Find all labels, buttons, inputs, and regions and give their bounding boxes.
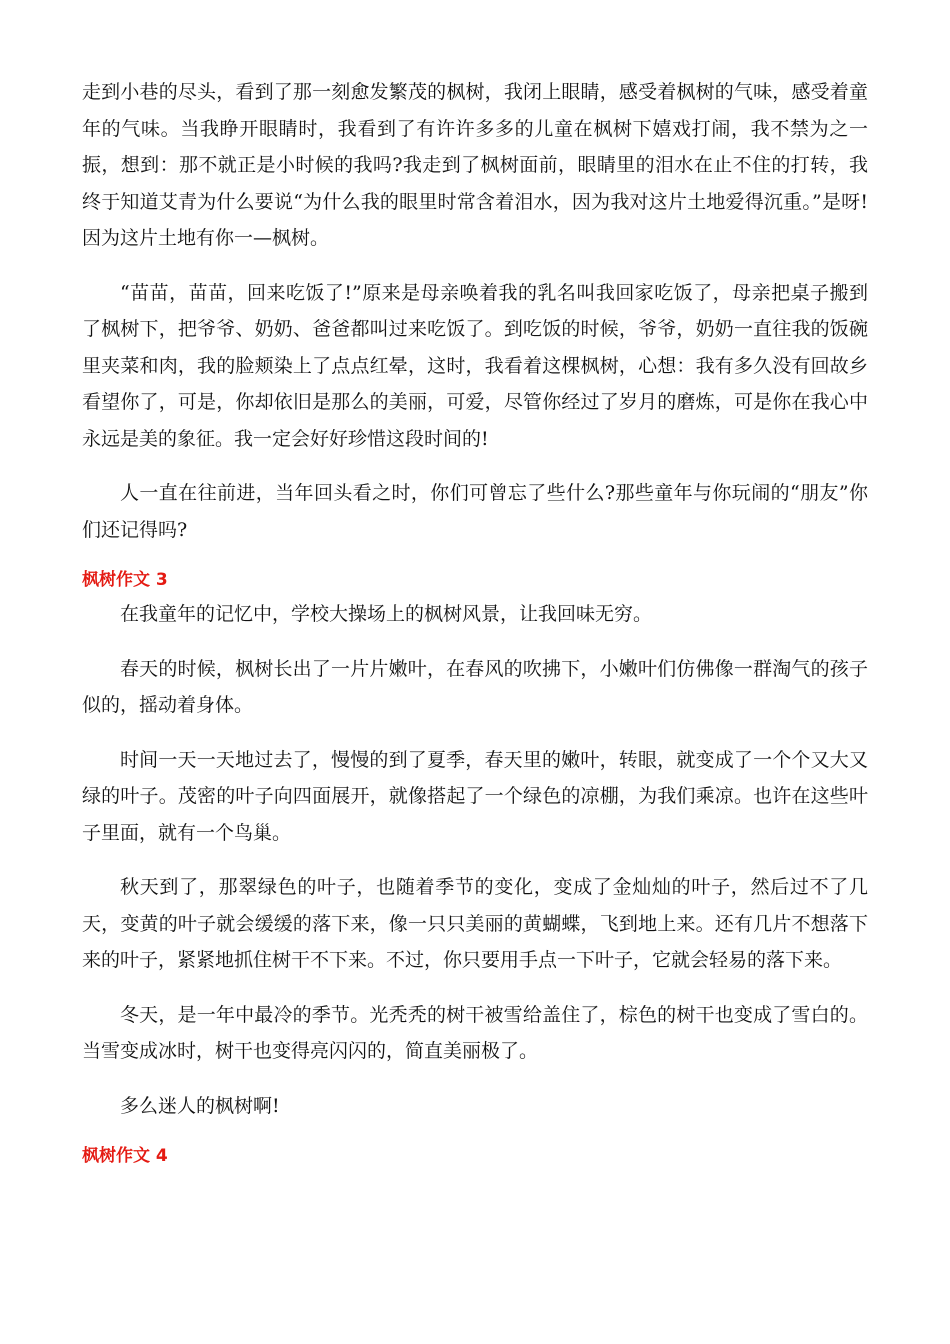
paragraph-spring: 春天的时候，枫树长出了一片片嫩叶，在春风的吹拂下，小嫩叶们仿佛像一群淘气的孩子似的，摇动着身体。: [82, 657, 868, 716]
essay-heading-3: 枫树作文 3: [82, 570, 168, 590]
paragraph-winter: 冬天，是一年中最冷的季节。光秃秃的树干被雪给盖住了，棕色的树干也变成了雪白的。当雪变成冰时，树干也变得亮闪闪的，简直美丽极了。: [82, 1003, 868, 1062]
paragraph-summer: 时间一天一天地过去了，慢慢的到了夏季，春天里的嫩叶，转眼，就变成了一个个又大又绿的叶子。茂密的叶子向四面展开，就像搭起了一个绿色的凉棚，为我们乘凉。也许在这些叶子里面，就有一个鸟巢。: [82, 748, 868, 844]
paragraph-school-maple: 在我童年的记忆中，学校大操场上的枫树风景，让我回味无穷。: [120, 603, 653, 625]
document-body: [82, 74, 868, 1172]
paragraph-mother-calling: “苗苗，苗苗，回来吃饭了!”原来是母亲唤着我的乳名叫我回家吃饭了，母亲把桌子搬到了枫树下，把爷爷、奶奶、爸爸都叫过来吃饭了。到吃饭的时候，爷爷，奶奶一直往我的饭碗里夹菜和肉，我的脸颊染上了点点红晕，这时，我看着这棵枫树，心想：我有多久没有回故乡看望你了，可是，你却依旧是那么的美丽，可爱，尽管你经过了岁月的磨炼，可是你在我心中永远是美的象征。我一定会好好珍惜这段时间的!: [82, 281, 868, 450]
paragraph-conclusion: 多么迷人的枫树啊!: [120, 1094, 280, 1117]
paragraph-autumn: 秋天到了，那翠绿色的叶子，也随着季节的变化，变成了金灿灿的叶子，然后过不了几天，变黄的叶子就会缓缓的落下来，像一只只美丽的黄蝴蝶，飞到地上来。还有几片不想落下来的叶子，紧紧地抓住树干不下来。不过，你只要用手点一下叶子，它就会轻易的落下来。: [82, 876, 868, 971]
paragraph-maple-alley: 走到小巷的尽头，看到了那一刻愈发繁茂的枫树，我闭上眼睛，感受着枫树的气味，感受着童年的气味。当我睁开眼睛时，我看到了有许许多多的儿童在枫树下嬉戏打闹，我不禁为之一振，想到：那不就正是小时候的我吗?我走到了枫树面前，眼睛里的泪水在止不住的打转，我终于知道艾青为什么要说“为什么我的眼里时常含着泪水，因为我对这片土地爱得沉重。”是呀!因为这片土地有你一—枫树。: [82, 81, 868, 249]
paragraph-childhood-friends: 人一直在往前进，当年回头看之时，你们可曾忘了些什么?那些童年与你玩闹的“朋友”你们还记得吗?: [82, 482, 868, 541]
essay-heading-4: 枫树作文 4: [82, 1146, 168, 1166]
